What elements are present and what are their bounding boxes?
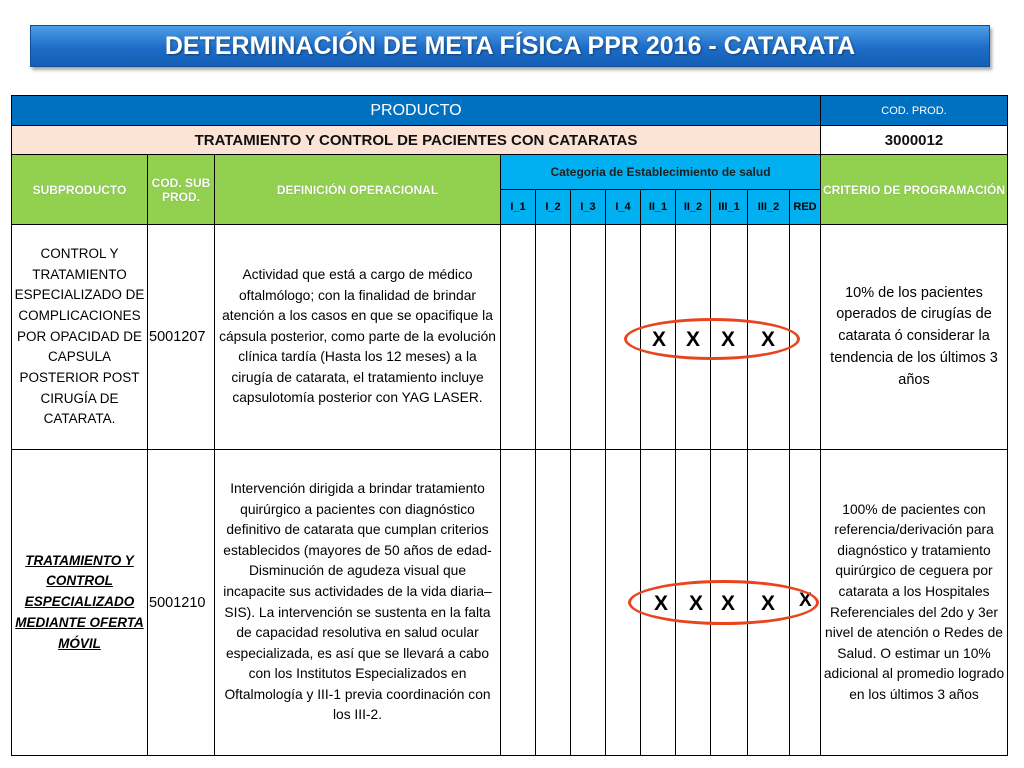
- row1-mark-iii1: X: [721, 328, 736, 351]
- level-iii1: III_1: [711, 190, 748, 225]
- level-red: RED: [790, 190, 821, 225]
- level-i2: I_2: [536, 190, 571, 225]
- cod-sub-header: COD. SUB PROD.: [148, 155, 215, 225]
- subproducto-header: SUBPRODUCTO: [12, 155, 148, 225]
- row2-mark-iii1: X: [721, 592, 736, 615]
- cod-prod-header: COD. PROD.: [821, 96, 1008, 126]
- row1-code: 5001207: [148, 225, 215, 450]
- row1-definicion: Actividad que está a cargo de médico oftalmólogo; con la finalidad de brindar atención a los casos en que se opacifique la cápsula posterior, como parte de la evolución clínica tardía (Hasta los 12 meses) a la cirugía de catarata, el tratamiento incluye capsulotomía posterior con YAG LASER.: [215, 225, 501, 450]
- meta-fisica-table: [11, 95, 1008, 756]
- level-i4: I_4: [606, 190, 641, 225]
- row2-criterio: 100% de pacientes con referencia/derivación para diagnóstico y tratamiento quirúrgico de ceguera por catarata a los Hospitales Referenciales del 2do y 3er nivel de atención o Redes de Salud. O estimar un 10% adicional al promedio logrado en los últimos 3 años: [821, 450, 1008, 756]
- row2-highlight-ellipse: [628, 580, 819, 625]
- row2-code: 5001210: [148, 450, 215, 756]
- row2-mark-red: X: [799, 590, 812, 611]
- producto-name: TRATAMIENTO Y CONTROL DE PACIENTES CON CATARATAS: [12, 126, 821, 155]
- criterio-header: CRITERIO DE PROGRAMACIÓN: [821, 155, 1008, 225]
- row1-mark-ii1: X: [652, 328, 667, 351]
- row2-subproducto: TRATAMIENTO Y CONTROL ESPECIALIZADO MEDIANTE OFERTA MÓVIL: [12, 450, 148, 756]
- level-ii1: II_1: [641, 190, 676, 225]
- row1-mark-iii2: X: [761, 328, 776, 351]
- slide-title: DETERMINACIÓN DE META FÍSICA PPR 2016 - CATARATA: [30, 25, 990, 67]
- row2-mark-iii2: X: [761, 592, 776, 615]
- row1-highlight-ellipse: [624, 318, 800, 360]
- row2-mark-ii2: X: [689, 592, 704, 615]
- row1-criterio: 10% de los pacientes operados de cirugías de catarata ó considerar la tendencia de los últimos 3 años: [821, 225, 1008, 450]
- level-ii2: II_2: [676, 190, 711, 225]
- row2-definicion: Intervención dirigida a brindar tratamiento quirúrgico a pacientes con diagnóstico definitivo de catarata que cumplan criterios establecidos (mayores de 50 años de edad- Disminución de agudeza visual que incapacite sus actividades de la vida diaria–SIS). La intervención se sustenta en la falta de capacidad resolutiva en salud ocular especializada, es así que se llevará a cabo con los Institutos Especializados en Oftalmología y III-1 previa coordinación con los III-2.: [215, 450, 501, 756]
- row2-mark-ii1: X: [654, 592, 669, 615]
- producto-code: 3000012: [821, 126, 1008, 155]
- row1-mark-ii2: X: [686, 328, 701, 351]
- level-iii2: III_2: [748, 190, 790, 225]
- producto-header: PRODUCTO: [12, 96, 821, 126]
- level-i1: I_1: [501, 190, 536, 225]
- categoria-header: Categoria de Establecimiento de salud: [501, 155, 821, 190]
- definicion-header: DEFINICIÓN OPERACIONAL: [215, 155, 501, 225]
- level-i3: I_3: [571, 190, 606, 225]
- row1-subproducto: CONTROL Y TRATAMIENTO ESPECIALIZADO DE COMPLICACIONES POR OPACIDAD DE CAPSULA POSTERIOR POST CIRUGÍA DE CATARATA.: [12, 225, 148, 450]
